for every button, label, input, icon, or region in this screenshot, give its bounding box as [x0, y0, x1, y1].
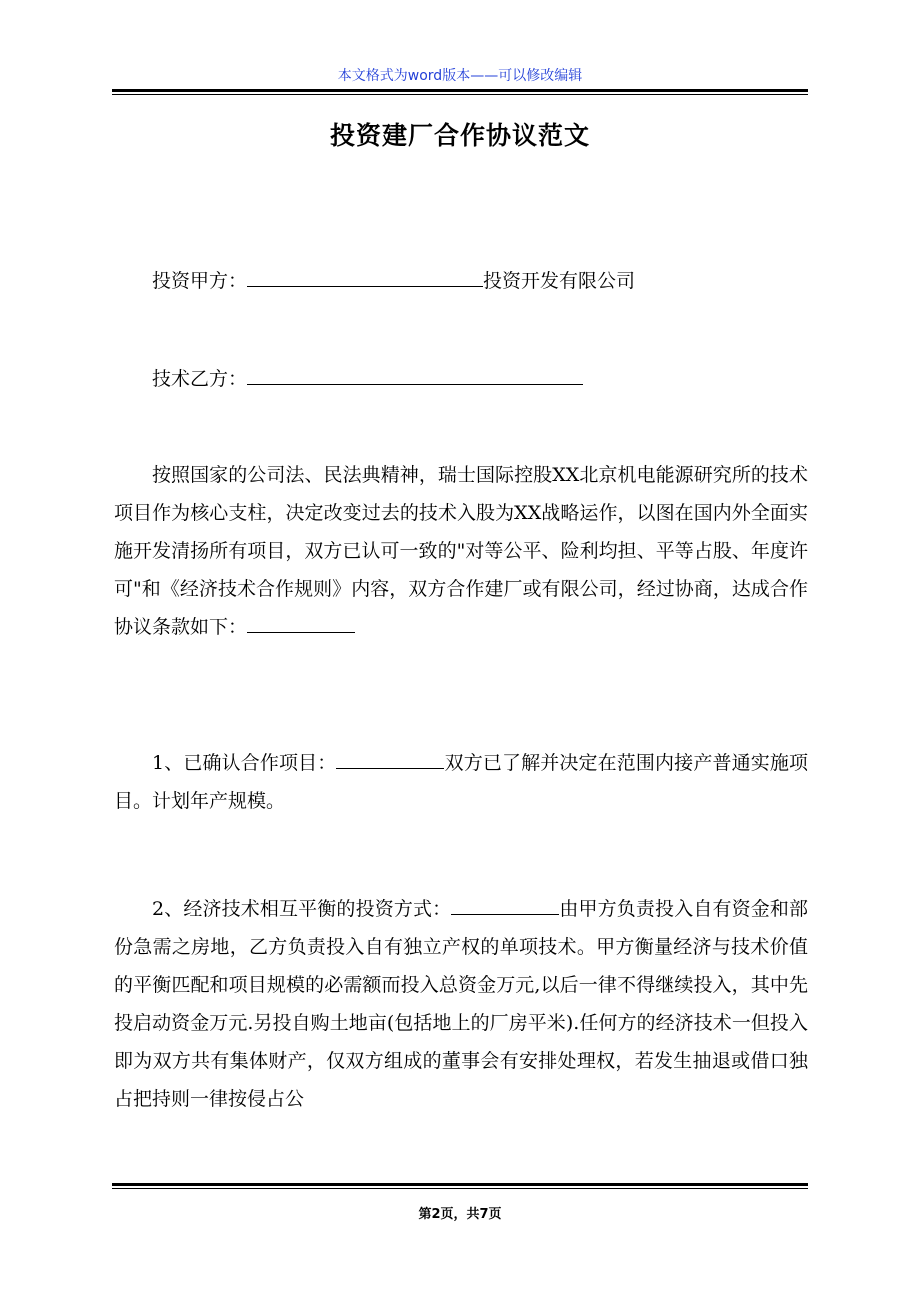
- intro-blank: [247, 610, 355, 633]
- intro-text: 按照国家的公司法、民法典精神，瑞士国际控股XX北京机电能源研究所的技术项目作为核心支柱，决定改变过去的技术入股为XX战略运作，以图在国内外全面实施开发清扬所有项目，双方已认可一致的"对等公平、险利均担、平等占股、年度许可"和《经济技术合作规则》内容，双方合作建厂或有限公司，经过协商，达成合作协议条款如下：: [114, 464, 808, 638]
- document-title: 投资建厂合作协议范文: [329, 121, 590, 150]
- party-b-blank: [247, 362, 583, 385]
- clause-1-text: 双方已了解并决定在范围内接产普通实施项目。计划年产规模。: [114, 752, 808, 812]
- clause-2: [114, 890, 808, 1118]
- party-a-label: 投资甲方：: [152, 270, 248, 292]
- party-a-line: [114, 262, 808, 300]
- clause-1-prefix: 1、已确认合作项目：: [152, 752, 337, 774]
- party-b-line: [114, 360, 808, 398]
- clause-2-text: 由甲方负责投入自有资金和部份急需之房地，乙方负责投入自有独立产权的单项技术。甲方衡量经济与技术价值的平衡匹配和项目规模的必需额而投入总资金万元,以后一律不得继续投入，其中先投启动资金万元.另投自购土地亩(包括地上的厂房平米).任何方的经济技术一但投入即为双方共有集体财产，仅双方组成的董事会有安排处理权，若发生抽退或借口独占把持则一律按侵占公: [114, 898, 808, 1110]
- header-note: 本文格式为word版本——可以修改编辑: [337, 68, 583, 84]
- clause-2-blank: [451, 892, 559, 915]
- clause-2-prefix: 2、经济技术相互平衡的投资方式：: [152, 898, 452, 920]
- page-number: 第2页，共7页: [418, 1207, 502, 1222]
- intro-paragraph: [114, 456, 808, 646]
- party-a-suffix: 投资开发有限公司: [483, 270, 636, 292]
- header-rule: [112, 89, 808, 95]
- clause-1: [114, 744, 808, 820]
- clause-1-blank: [336, 746, 444, 769]
- party-b-label: 技术乙方：: [152, 368, 248, 390]
- footer-rule: [112, 1183, 808, 1189]
- party-a-blank: [247, 264, 483, 287]
